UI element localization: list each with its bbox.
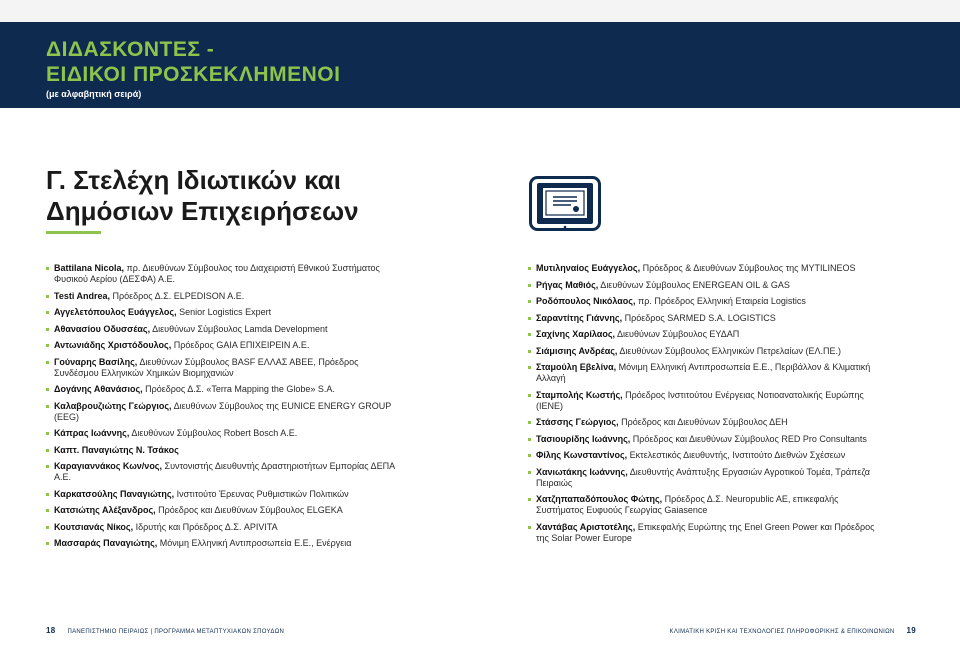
page-number-right: 19	[906, 626, 916, 635]
person-role: πρ. Διευθύνων Σύμβουλος του Διαχειριστή Εθνικού Συστήματος Φυσικού Αερίου (ΔΕΣΦΑ) Α.Ε.	[54, 263, 380, 284]
person-role: Πρόεδρος και Διευθύνων Σύμβουλος ELGEKA	[155, 505, 343, 515]
footer-left-text: ΠΑΝΕΠΙΣΤΗΜΙΟ ΠΕΙΡΑΙΩΣ | ΠΡΟΓΡΑΜΜΑ ΜΕΤΑΠΤΥΧΙΑΚΩΝ ΣΠΟΥΔΩΝ	[67, 629, 285, 635]
person-name: Αντωνιάδης Χριστόδουλος,	[54, 340, 172, 350]
person-role: πρ. Πρόεδρος Ελληνική Εταιρεία Logistics	[635, 296, 806, 306]
person-role: Πρόεδρος GAIA ΕΠΙΧΕΙΡΕΙΝ Α.Ε.	[171, 340, 310, 350]
person-name: Ροδόπουλος Νικόλαος,	[536, 296, 636, 306]
list-item	[528, 467, 888, 489]
left-name-list	[46, 263, 396, 555]
person-role: Πρόεδρος Δ.Σ. ELPEDISON A.E.	[110, 290, 245, 301]
list-item	[528, 417, 888, 428]
list-item	[46, 324, 396, 335]
person-role: Μόνιμη Ελληνική Αντιπροσωπεία Ε.Ε., Ενέργεια	[157, 538, 352, 548]
list-item	[46, 307, 396, 318]
person-name: Καπτ. Παναγιώτης Ν. Τσάκος	[54, 444, 179, 455]
list-item	[46, 522, 396, 533]
person-name: Στάσσης Γεώργιος,	[536, 417, 619, 427]
list-item	[528, 329, 888, 340]
person-name: Αθανασίου Οδυσσέας,	[54, 323, 151, 334]
list-item	[528, 280, 888, 291]
person-name: Αγγελετόπουλος Ευάγγελος,	[54, 307, 177, 317]
person-role: Ινστιτούτο Έρευνας Ρυθμιστικών Πολιτικών	[174, 488, 349, 499]
certificate-tablet-icon	[529, 176, 601, 231]
person-name: Χανιωτάκης Ιωάννης,	[536, 466, 628, 477]
person-role: Μόνιμη Ελληνική Αντιπροσωπεία Ε.Ε., Περιβάλλον & Κλιματική Αλλαγή	[536, 362, 871, 383]
list-item	[46, 401, 396, 423]
person-name: Μυτιληναίος Ευάγγελος,	[536, 263, 641, 273]
list-item	[46, 428, 396, 439]
list-item	[528, 296, 888, 307]
person-role: Διευθυντής Ανάπτυξης Εργασιών Αγροτικού Τομέα, Τράπεζα Πειραιώς	[536, 466, 870, 488]
person-role: Πρόεδρος και Διευθύνων Σύμβουλος RED Pro Consultants	[630, 433, 867, 444]
person-role: Πρόεδρος Ινστιτούτου Ενέργειας Νοτιοανατολικής Ευρώπης (IENE)	[536, 389, 864, 411]
footer-right	[670, 626, 916, 635]
list-item	[46, 505, 396, 516]
person-name: Battilana Nicola,	[54, 263, 125, 273]
person-role: Συντονιστής Διευθυντής Δραστηριοτήτων Εμπορίας ΔΕΠΑ Α.Ε.	[54, 461, 395, 482]
header-banner	[0, 22, 960, 108]
page-number-left: 18	[46, 626, 56, 635]
section-title-underline	[46, 231, 101, 234]
list-item	[46, 263, 396, 285]
person-role: Πρόεδρος Δ.Σ. «Terra Mapping the Globe» S.A.	[142, 384, 335, 394]
list-item	[46, 291, 396, 302]
right-name-list	[528, 263, 888, 549]
person-name: Κατσιώτης Αλέξανδρος,	[54, 505, 156, 515]
person-role: Διευθύνων Σύμβουλος Ελληνικών Πετρελαίων (ΕΛ.ΠΕ.)	[617, 345, 842, 356]
person-name: Σαραντίτης Γιάννης,	[536, 312, 623, 323]
header-title: ΔΙΔΑΣΚΟΝΤΕΣ - ΕΙΔΙΚΟΙ ΠΡΟΣΚΕΚΛΗΜΕΝΟΙ	[46, 38, 341, 86]
person-name: Καλαβρουζιώτης Γεώργιος,	[54, 400, 172, 411]
person-name: Κουτσιανάς Νίκος,	[54, 521, 134, 532]
list-item	[46, 461, 396, 483]
person-role: Επικεφαλής Ευρώπης της Enel Green Power και Πρόεδρος της Solar Power Europe	[536, 521, 875, 543]
person-name: Χαντάβας Αριστοτέλης,	[536, 521, 636, 532]
person-name: Χατζηπαπαδόπουλος Φώτης,	[536, 494, 663, 504]
list-item	[528, 362, 888, 384]
person-name: Τασιουρίδης Ιωάννης,	[536, 433, 631, 444]
person-name: Φίλης Κωνσταντίνος,	[536, 450, 628, 460]
list-item	[46, 357, 396, 379]
list-item	[528, 450, 888, 461]
person-name: Μασσαράς Παναγιώτης,	[54, 538, 158, 548]
person-name: Κάπρας Ιωάννης,	[54, 428, 130, 438]
list-item	[46, 340, 396, 351]
person-role: Διευθύνων Σύμβουλος Robert Bosch A.E.	[129, 428, 298, 438]
list-item	[46, 538, 396, 549]
person-name: Καρκατσούλης Παναγιώτης,	[54, 488, 175, 499]
person-role: Ιδρυτής και Πρόεδρος Δ.Σ. APIVITA	[133, 521, 278, 532]
list-item	[528, 313, 888, 324]
person-role: Διευθύνων Σύμβουλος Lamda Development	[150, 323, 328, 334]
footer-left	[46, 626, 284, 635]
list-item	[528, 263, 888, 274]
person-name: Καραγιαννάκος Κων/νος,	[54, 461, 162, 471]
header-subtitle: (με αλφαβητική σειρά)	[46, 89, 142, 99]
list-item	[528, 346, 888, 357]
person-name: Σταμούλη Εβελίνα,	[536, 362, 617, 372]
person-role: Senior Logistics Expert	[176, 307, 272, 317]
person-role: Πρόεδρος & Διευθύνων Σύμβουλος της MYTILINEOS	[640, 263, 856, 273]
person-role: Πρόεδρος SARMED S.A. LOGISTICS	[622, 312, 776, 323]
person-role: Εκτελεστικός Διευθυντής, Ινστιτούτο Διεθνών Σχέσεων	[627, 450, 846, 460]
person-role: Διευθύνων Σύμβουλος ΕΥΔΑΠ	[615, 329, 740, 339]
top-strip	[0, 0, 960, 22]
person-name: Σταμπολής Κωστής,	[536, 389, 623, 400]
person-name: Σαχίνης Χαρίλαος,	[536, 329, 616, 339]
list-item	[528, 522, 888, 544]
list-item	[528, 390, 888, 412]
person-role: Διευθύνων Σύμβουλος της EUNICE ENERGY GROUP (EEG)	[54, 400, 392, 422]
person-role: Διευθύνων Σύμβουλος BASF ΕΛΛΑΣ ΑΒΕΕ, Πρόεδρος Συνδέσμου Ελληνικών Χημικών Βιομηχανιών	[54, 356, 359, 378]
footer-right-text: ΚΛΙΜΑΤΙΚΗ ΚΡΙΣΗ ΚΑΙ ΤΕΧΝΟΛΟΓΙΕΣ ΠΛΗΡΟΦΟΡΙΚΗΣ & ΕΠΙΚΟΙΝΩΝΙΩΝ	[669, 629, 895, 635]
person-role: Διευθύνων Σύμβουλος ENERGEAN OIL & GAS	[598, 279, 790, 290]
list-item	[46, 445, 396, 456]
person-name: Σιάμισιης Ανδρέας,	[536, 345, 618, 356]
person-name: Ρήγας Μαθιός,	[536, 279, 599, 290]
list-item	[528, 494, 888, 516]
list-item	[46, 384, 396, 395]
person-role: Πρόεδρος Δ.Σ. Neuropublic AE, επικεφαλής Συστήματος Ευφυούς Γεωργίας Gaiasence	[536, 494, 839, 515]
list-item	[528, 434, 888, 445]
person-name: Γούναρης Βασίλης,	[54, 356, 138, 367]
list-item	[46, 489, 396, 500]
person-role: Πρόεδρος και Διευθύνων Σύμβουλος ΔΕΗ	[618, 417, 788, 427]
person-name: Testi Andrea,	[54, 290, 111, 301]
person-name: Δογάνης Αθανάσιος,	[54, 384, 143, 394]
section-title: Γ. Στελέχη Ιδιωτικών και Δημόσιων Επιχειρήσεων	[46, 165, 359, 226]
